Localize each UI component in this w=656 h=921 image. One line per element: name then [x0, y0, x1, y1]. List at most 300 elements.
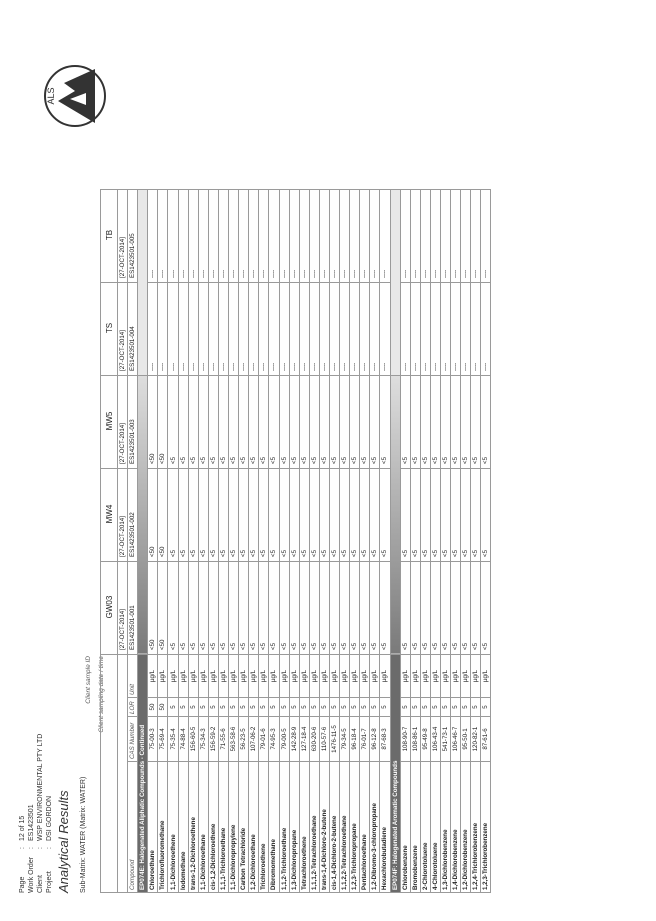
result-row: [400, 190, 410, 893]
lor-value: 5: [218, 698, 228, 717]
compound-name: Chlorobenzene: [400, 762, 410, 893]
compound-name: 2-Chlorotoluene: [420, 762, 430, 893]
result-value: <50: [158, 376, 168, 469]
result-value: <5: [350, 376, 360, 469]
cas-number: 541-73-1: [441, 717, 451, 762]
result-value: ----: [329, 190, 339, 283]
result-value: ----: [471, 283, 481, 376]
result-value: ----: [158, 190, 168, 283]
cas-number: 1476-11-5: [329, 717, 339, 762]
header-colon: :: [37, 847, 44, 849]
result-value: <5: [370, 562, 380, 655]
header-value: DSI GORDON: [46, 795, 53, 841]
compound-name: 1,1,2,2-Tetrachloroethane: [340, 762, 350, 893]
result-value: <5: [259, 469, 269, 562]
group-fill: [390, 376, 400, 655]
result-value: <5: [430, 376, 440, 469]
lor-value: 5: [239, 698, 249, 717]
header-colon: :: [19, 847, 26, 849]
lor-value: 5: [420, 698, 430, 717]
sample-date: [27-OCT-2014]: [118, 469, 128, 562]
result-value: <5: [400, 376, 410, 469]
result-row: [289, 190, 299, 893]
result-value: ----: [289, 283, 299, 376]
result-value: ----: [350, 283, 360, 376]
compound-name: trans-1,4-Dichloro-2-butene: [319, 762, 329, 893]
result-value: ----: [410, 283, 420, 376]
cas-number: 563-58-6: [229, 717, 239, 762]
result-value: ----: [350, 190, 360, 283]
page-title: Analytical Results: [56, 790, 71, 893]
result-row: [188, 190, 198, 893]
lor-value: 5: [309, 698, 319, 717]
result-value: <5: [309, 562, 319, 655]
result-row: [329, 190, 339, 893]
header-value: 12 of 15: [19, 815, 26, 841]
compound-name: 1,2,3-Trichloropropane: [350, 762, 360, 893]
result-value: ----: [360, 190, 370, 283]
result-value: <5: [178, 376, 188, 469]
result-value: <5: [249, 562, 259, 655]
compound-name: 1,1,1-Trichloroethane: [218, 762, 228, 893]
result-value: <5: [229, 376, 239, 469]
group-header-row: [390, 190, 400, 893]
result-value: <5: [299, 562, 309, 655]
unit: µg/L: [360, 655, 370, 698]
result-value: <5: [481, 562, 491, 655]
unit: µg/L: [178, 655, 188, 698]
result-row: [410, 190, 420, 893]
unit: µg/L: [148, 655, 158, 698]
cas-number: 71-55-6: [218, 717, 228, 762]
lor-value: 5: [319, 698, 329, 717]
result-value: ----: [218, 283, 228, 376]
report-header: [18, 734, 54, 893]
compound-name: 1,2,3-Trichlorobenzene: [481, 762, 491, 893]
result-row: [380, 190, 390, 893]
result-value: ----: [461, 283, 471, 376]
result-value: ----: [400, 283, 410, 376]
result-value: <50: [158, 469, 168, 562]
result-row: [420, 190, 430, 893]
logo-text: ALS: [46, 87, 56, 105]
sample-name: GW03: [101, 562, 118, 655]
header-label: Client: [37, 875, 44, 893]
cas-number: 156-59-2: [208, 717, 218, 762]
header-value: WSP ENVIRONMENTAL PTY LTD: [37, 733, 44, 841]
result-value: <5: [380, 562, 390, 655]
lor-value: 5: [178, 698, 188, 717]
group-header-row: [138, 190, 148, 893]
cas-number: 74-88-4: [178, 717, 188, 762]
sample-name: TS: [101, 283, 118, 376]
unit: µg/L: [451, 655, 461, 698]
unit: µg/L: [471, 655, 481, 698]
result-value: <5: [289, 469, 299, 562]
result-value: <5: [289, 562, 299, 655]
result-value: ----: [279, 190, 289, 283]
cas-number: 75-34-3: [198, 717, 208, 762]
result-value: ----: [400, 190, 410, 283]
result-value: <5: [441, 562, 451, 655]
result-value: ----: [289, 190, 299, 283]
result-value: ----: [259, 283, 269, 376]
result-value: <5: [319, 376, 329, 469]
result-row: [350, 190, 360, 893]
result-value: ----: [420, 190, 430, 283]
result-value: <5: [309, 376, 319, 469]
lor-value: 5: [441, 698, 451, 717]
group-title: EP074E: Halogenated Aliphatic Compounds - Continued: [138, 655, 148, 893]
compound-name: 1,3-Dichloropropane: [289, 762, 299, 893]
client-sampling-label: Client sampling date / time: [98, 656, 105, 733]
group-title: EP074F: Halogenated Aromatic Compounds: [390, 655, 400, 893]
result-value: <5: [461, 469, 471, 562]
result-row: [208, 190, 218, 893]
result-value: ----: [198, 190, 208, 283]
group-fill: [138, 190, 148, 376]
result-value: <5: [400, 562, 410, 655]
result-value: ----: [309, 190, 319, 283]
cas-number: 87-68-3: [380, 717, 390, 762]
result-value: <5: [319, 469, 329, 562]
compound-name: Bromobenzene: [410, 762, 420, 893]
sample-name-row: [101, 190, 118, 893]
blank-cell: [101, 655, 118, 893]
result-value: <5: [410, 562, 420, 655]
result-value: <50: [148, 469, 158, 562]
results-table: [100, 189, 491, 893]
compound-name: Trichloroethene: [259, 762, 269, 893]
column-header-row: [128, 190, 138, 893]
sample-name: MW4: [101, 469, 118, 562]
result-value: <5: [249, 376, 259, 469]
result-value: ----: [380, 190, 390, 283]
result-value: <5: [239, 376, 249, 469]
unit: µg/L: [158, 655, 168, 698]
cas-number: 120-82-1: [471, 717, 481, 762]
sample-date-row: [118, 190, 128, 893]
result-value: ----: [249, 190, 259, 283]
cas-number: 95-49-8: [420, 717, 430, 762]
result-value: ----: [481, 283, 491, 376]
compound-name: 1,1-Dichloropropylene: [229, 762, 239, 893]
lor-header: LOR: [128, 698, 138, 717]
compound-name: Iodomethane: [178, 762, 188, 893]
compound-name: Dibromomethane: [269, 762, 279, 893]
header-label: Project: [46, 871, 53, 893]
header-value: ES1423501: [28, 804, 35, 841]
result-value: ----: [178, 190, 188, 283]
result-value: <5: [218, 562, 228, 655]
result-row: [340, 190, 350, 893]
unit: µg/L: [481, 655, 491, 698]
compound-header: Compound: [128, 762, 138, 893]
result-value: <5: [350, 469, 360, 562]
header-row: [45, 734, 54, 893]
result-value: <50: [148, 562, 158, 655]
result-row: [441, 190, 451, 893]
result-value: <5: [420, 376, 430, 469]
result-value: <5: [208, 562, 218, 655]
cas-header: CAS Number: [128, 717, 138, 762]
result-value: <5: [370, 376, 380, 469]
result-row: [198, 190, 208, 893]
lor-value: 5: [168, 698, 178, 717]
sample-date: [27-OCT-2014]: [118, 562, 128, 655]
result-value: ----: [188, 283, 198, 376]
result-value: <50: [158, 562, 168, 655]
lor-value: 5: [461, 698, 471, 717]
result-row: [461, 190, 471, 893]
lor-value: 5: [400, 698, 410, 717]
header-row: [18, 734, 27, 893]
sample-id: ES1423501-001: [128, 562, 138, 655]
result-value: ----: [279, 283, 289, 376]
result-value: <5: [380, 469, 390, 562]
unit: µg/L: [329, 655, 339, 698]
result-value: ----: [370, 190, 380, 283]
lor-value: 5: [279, 698, 289, 717]
result-value: ----: [420, 283, 430, 376]
result-value: <5: [198, 376, 208, 469]
result-row: [239, 190, 249, 893]
compound-name: 1,2-Dichlorobenzene: [461, 762, 471, 893]
result-row: [178, 190, 188, 893]
cas-number: 79-34-5: [340, 717, 350, 762]
cas-number: 127-18-4: [299, 717, 309, 762]
unit: µg/L: [259, 655, 269, 698]
result-value: ----: [340, 190, 350, 283]
cas-number: 106-46-7: [451, 717, 461, 762]
unit: µg/L: [340, 655, 350, 698]
result-row: [259, 190, 269, 893]
unit: µg/L: [229, 655, 239, 698]
result-value: ----: [299, 190, 309, 283]
result-value: <5: [430, 562, 440, 655]
result-value: ----: [461, 190, 471, 283]
result-value: <5: [329, 562, 339, 655]
result-value: <5: [360, 469, 370, 562]
cas-number: 75-00-3: [148, 717, 158, 762]
lor-value: 5: [410, 698, 420, 717]
result-value: <5: [451, 376, 461, 469]
result-row: [299, 190, 309, 893]
cas-number: 110-57-6: [319, 717, 329, 762]
sample-name: MW5: [101, 376, 118, 469]
compound-name: 1,4-Dichlorobenzene: [451, 762, 461, 893]
lor-value: 5: [198, 698, 208, 717]
compound-name: 1,3-Dichlorobenzene: [441, 762, 451, 893]
result-value: <5: [360, 562, 370, 655]
result-value: ----: [229, 190, 239, 283]
result-value: ----: [259, 190, 269, 283]
result-value: ----: [218, 190, 228, 283]
unit: µg/L: [188, 655, 198, 698]
lor-value: 5: [380, 698, 390, 717]
result-value: <5: [380, 376, 390, 469]
result-value: <5: [420, 562, 430, 655]
header-row: [36, 734, 45, 893]
cas-number: 142-28-9: [289, 717, 299, 762]
result-value: ----: [239, 190, 249, 283]
cas-number: 75-69-4: [158, 717, 168, 762]
result-value: <5: [269, 376, 279, 469]
cas-number: 75-35-4: [168, 717, 178, 762]
result-value: <5: [430, 469, 440, 562]
blank-cell: [118, 655, 128, 893]
unit: µg/L: [239, 655, 249, 698]
result-value: <5: [229, 562, 239, 655]
unit: µg/L: [208, 655, 218, 698]
sample-id: ES1423501-004: [128, 283, 138, 376]
result-value: ----: [208, 190, 218, 283]
result-value: ----: [148, 283, 158, 376]
lor-value: 5: [259, 698, 269, 717]
compound-name: 1,1,1,2-Tetrachloroethane: [309, 762, 319, 893]
sample-date: [27-OCT-2014]: [118, 283, 128, 376]
result-row: [249, 190, 259, 893]
result-value: <5: [461, 562, 471, 655]
unit: µg/L: [299, 655, 309, 698]
result-value: <5: [178, 469, 188, 562]
result-value: ----: [471, 190, 481, 283]
lor-value: 5: [299, 698, 309, 717]
result-value: <5: [188, 376, 198, 469]
result-value: <5: [299, 376, 309, 469]
compound-name: Chloroethane: [148, 762, 158, 893]
sample-name: TB: [101, 190, 118, 283]
result-value: ----: [188, 190, 198, 283]
result-value: <5: [309, 469, 319, 562]
unit: µg/L: [441, 655, 451, 698]
result-value: <5: [218, 376, 228, 469]
result-value: ----: [239, 283, 249, 376]
unit: µg/L: [350, 655, 360, 698]
result-value: ----: [329, 283, 339, 376]
compound-name: cis-1,4-Dichloro-2-butene: [329, 762, 339, 893]
group-fill: [138, 376, 148, 655]
result-value: ----: [319, 190, 329, 283]
result-value: <5: [198, 562, 208, 655]
sample-id: ES1423501-005: [128, 190, 138, 283]
result-value: <5: [259, 562, 269, 655]
result-value: <5: [329, 376, 339, 469]
header-colon: :: [28, 847, 35, 849]
result-value: <5: [370, 469, 380, 562]
result-value: <5: [279, 376, 289, 469]
result-value: ----: [269, 283, 279, 376]
result-value: <5: [350, 562, 360, 655]
result-value: <5: [441, 376, 451, 469]
result-value: <5: [208, 376, 218, 469]
cas-number: 107-06-2: [249, 717, 259, 762]
sample-date: [27-OCT-2014]: [118, 376, 128, 469]
lor-value: 5: [430, 698, 440, 717]
result-value: <5: [279, 562, 289, 655]
lor-value: 5: [188, 698, 198, 717]
result-value: ----: [410, 190, 420, 283]
cas-number: 108-86-1: [410, 717, 420, 762]
unit: µg/L: [289, 655, 299, 698]
result-value: <5: [471, 562, 481, 655]
result-value: ----: [229, 283, 239, 376]
client-sample-id-label: Client sample ID: [85, 656, 92, 704]
result-row: [158, 190, 168, 893]
compound-name: 1,1,2-Trichloroethane: [279, 762, 289, 893]
result-row: [269, 190, 279, 893]
cas-number: 96-12-8: [370, 717, 380, 762]
result-value: <5: [319, 562, 329, 655]
result-value: <5: [259, 376, 269, 469]
cas-number: 87-61-6: [481, 717, 491, 762]
unit: µg/L: [249, 655, 259, 698]
compound-name: Tetrachloroethene: [299, 762, 309, 893]
result-value: ----: [319, 283, 329, 376]
result-row: [279, 190, 289, 893]
compound-name: Hexachlorobutadiene: [380, 762, 390, 893]
unit: µg/L: [198, 655, 208, 698]
result-value: ----: [178, 283, 188, 376]
unit: µg/L: [420, 655, 430, 698]
unit: µg/L: [370, 655, 380, 698]
header-label: Page: [19, 876, 26, 893]
result-value: <5: [299, 469, 309, 562]
result-value: ----: [430, 190, 440, 283]
unit: µg/L: [430, 655, 440, 698]
result-value: <5: [461, 376, 471, 469]
compound-name: trans-1,2-Dichloroethene: [188, 762, 198, 893]
unit: µg/L: [461, 655, 471, 698]
compound-name: 1,2-Dichloroethane: [249, 762, 259, 893]
result-row: [370, 190, 380, 893]
result-value: ----: [158, 283, 168, 376]
result-value: <5: [481, 376, 491, 469]
compound-name: Trichlorofluoromethane: [158, 762, 168, 893]
compound-name: 1,1-Dichloroethene: [168, 762, 178, 893]
lor-value: 5: [269, 698, 279, 717]
lor-value: 5: [340, 698, 350, 717]
result-row: [430, 190, 440, 893]
result-value: <5: [198, 469, 208, 562]
compound-name: Carbon Tetrachloride: [239, 762, 249, 893]
header-colon: :: [46, 847, 53, 849]
result-value: ----: [441, 190, 451, 283]
compound-name: 1,2-Dibromo-3-chloropropane: [370, 762, 380, 893]
cas-number: 74-95-3: [269, 717, 279, 762]
lor-value: 5: [360, 698, 370, 717]
result-row: [481, 190, 491, 893]
result-value: ----: [249, 283, 259, 376]
result-value: ----: [370, 283, 380, 376]
result-value: ----: [198, 283, 208, 376]
cas-number: 156-60-5: [188, 717, 198, 762]
result-value: <5: [168, 562, 178, 655]
lor-value: 5: [329, 698, 339, 717]
result-value: ----: [481, 190, 491, 283]
lor-value: 5: [481, 698, 491, 717]
cas-number: 96-18-4: [350, 717, 360, 762]
result-value: <5: [441, 469, 451, 562]
result-value: <50: [148, 376, 158, 469]
lor-value: 5: [229, 698, 239, 717]
compound-name: cis-1,2-Dichloroethene: [208, 762, 218, 893]
lor-value: 5: [451, 698, 461, 717]
result-value: <5: [239, 469, 249, 562]
submatrix-label: Sub-Matrix: WATER (Matrix: WATER): [80, 776, 87, 893]
result-value: <5: [178, 562, 188, 655]
result-value: <5: [451, 469, 461, 562]
